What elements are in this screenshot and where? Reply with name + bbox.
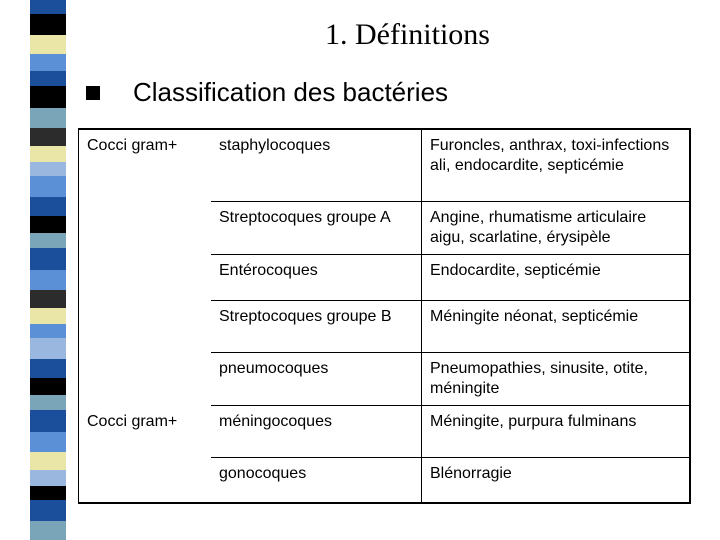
- stripe-block: [30, 248, 66, 270]
- stripe-block: [30, 216, 66, 233]
- bacteria-cell: Streptocoques groupe A: [211, 201, 422, 254]
- table-row: [79, 254, 691, 300]
- group-cell: [79, 457, 211, 503]
- stripe-block: [30, 324, 66, 338]
- diseases-cell: Blénorragie: [422, 457, 691, 503]
- table-row: [79, 300, 691, 352]
- group-cell: [79, 254, 211, 300]
- stripe-block: [30, 146, 66, 162]
- bacteria-cell: gonocoques: [211, 457, 422, 503]
- diseases-cell: Méningite, purpura fulminans: [422, 405, 691, 457]
- stripe-block: [30, 432, 66, 452]
- stripe-block: [30, 128, 66, 146]
- diseases-cell: Méningite néonat, septicémie: [422, 300, 691, 352]
- stripe-block: [30, 0, 66, 14]
- decorative-stripe: [30, 0, 66, 540]
- group-cell: [79, 300, 211, 352]
- diseases-cell: Angine, rhumatisme articulaire aigu, scarlatine, érysipèle: [422, 201, 691, 254]
- stripe-block: [30, 308, 66, 324]
- stripe-block: [30, 233, 66, 248]
- group-cell: Cocci gram+: [79, 129, 211, 201]
- bacteria-cell: méningocoques: [211, 405, 422, 457]
- page-title: 1. Définitions: [325, 18, 490, 51]
- stripe-block: [30, 338, 66, 359]
- stripe-block: [30, 395, 66, 410]
- stripe-block: [30, 470, 66, 486]
- slide-subtitle: Classification des bactéries: [133, 77, 449, 107]
- stripe-block: [30, 86, 66, 108]
- bacteria-cell: pneumocoques: [211, 352, 422, 405]
- table-row: [79, 457, 691, 503]
- stripe-block: [30, 71, 66, 86]
- table-row: [79, 201, 691, 254]
- classification-table: [78, 128, 691, 504]
- stripe-block: [30, 452, 66, 470]
- diseases-cell: Pneumopathies, sinusite, otite, méningite: [422, 352, 691, 405]
- group-cell: Cocci gram+: [79, 405, 211, 457]
- stripe-block: [30, 197, 66, 216]
- stripe-block: [30, 378, 66, 395]
- bacteria-cell: Entérocoques: [211, 254, 422, 300]
- stripe-block: [30, 290, 66, 308]
- diseases-cell: Furoncles, anthrax, toxi-infections ali, endocardite, septicémie: [422, 129, 691, 201]
- stripe-block: [30, 500, 66, 521]
- stripe-block: [30, 486, 66, 500]
- stripe-block: [30, 410, 66, 432]
- table-row: [79, 405, 691, 457]
- table-row: [79, 129, 691, 201]
- group-cell: [79, 352, 211, 405]
- stripe-block: [30, 521, 66, 540]
- stripe-block: [30, 359, 66, 378]
- stripe-block: [30, 54, 66, 71]
- bacteria-cell: staphylocoques: [211, 129, 422, 201]
- stripe-block: [30, 162, 66, 176]
- stripe-block: [30, 176, 66, 197]
- diseases-cell: Endocardite, septicémie: [422, 254, 691, 300]
- stripe-block: [30, 108, 66, 128]
- bullet-icon: [86, 86, 100, 100]
- bacteria-cell: Streptocoques groupe B: [211, 300, 422, 352]
- stripe-block: [30, 270, 66, 290]
- table-row: [79, 352, 691, 405]
- group-cell: [79, 201, 211, 254]
